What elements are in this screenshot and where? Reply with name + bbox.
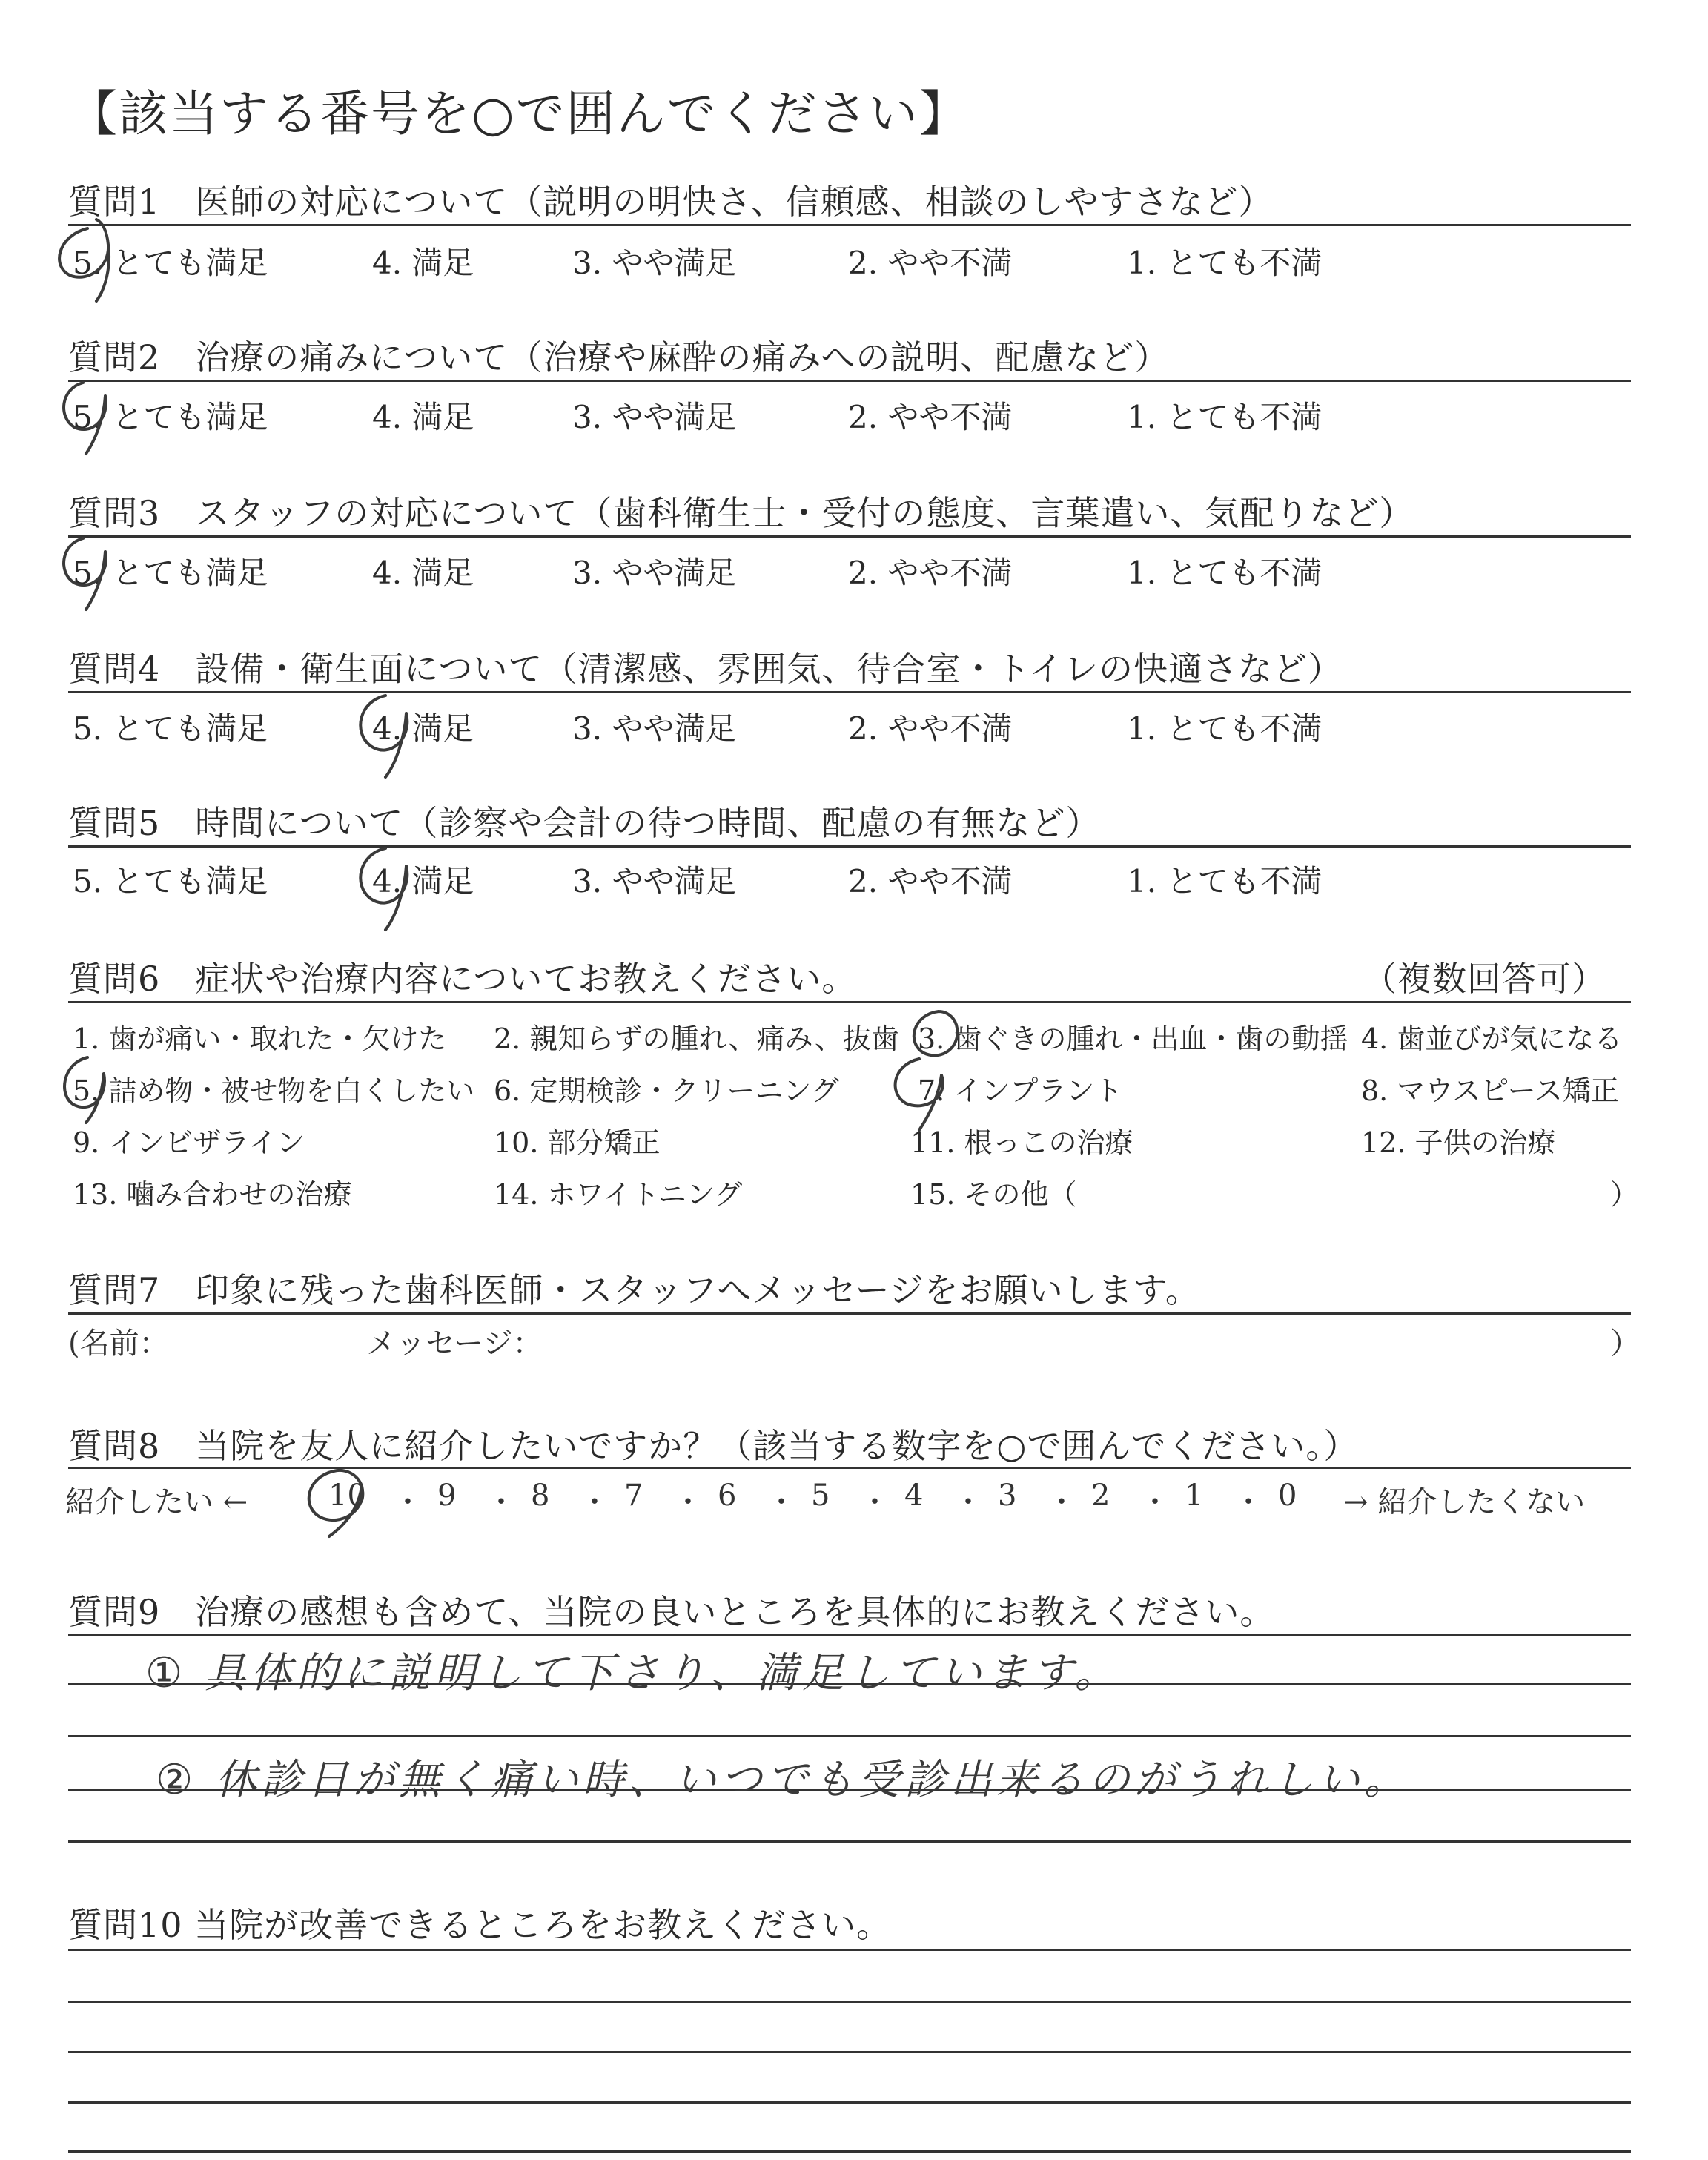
q5-option-4[interactable]: 4. 満足 — [372, 863, 474, 899]
q6-item-14[interactable]: 14. ホワイトニング — [494, 1178, 743, 1211]
instruction-heading: 【該当する番号を○で囲んでください】 — [68, 85, 970, 142]
q8-scale-2[interactable]: 2 — [1091, 1479, 1110, 1513]
q6-title: 質問6 症状や治療内容についてお教えください。 — [68, 959, 857, 999]
q5-option-5[interactable]: 5. とても満足 — [73, 863, 268, 899]
q7-close-paren: ） — [1610, 1327, 1640, 1361]
q6-item-2[interactable]: 2. 親知らずの腫れ、痛み、抜歯 — [494, 1023, 899, 1055]
q8-scale-dot: ・ — [1140, 1485, 1170, 1519]
q3-option-3[interactable]: 3. やや満足 — [572, 555, 737, 591]
q7-title: 質問7 印象に残った歯科医師・スタッフへメッセージをお願いします。 — [68, 1270, 1200, 1310]
q1-option-3[interactable]: 3. やや満足 — [572, 245, 737, 281]
q8-scale-dot: ・ — [1234, 1485, 1263, 1519]
q6-item-10[interactable]: 10. 部分矯正 — [494, 1126, 661, 1159]
q6-item-15-close-paren: ） — [1610, 1178, 1639, 1211]
q1-option-2[interactable]: 2. やや不満 — [848, 245, 1013, 281]
q8-scale-6[interactable]: 6 — [718, 1479, 737, 1513]
q10-answer-line — [68, 2101, 1631, 2104]
q5-option-2[interactable]: 2. やや不満 — [848, 863, 1013, 899]
q3-option-2[interactable]: 2. やや不満 — [848, 555, 1013, 591]
q5-option-1[interactable]: 1. とても不満 — [1127, 863, 1323, 899]
q8-scale-dot: ・ — [486, 1485, 516, 1519]
q6-item-11[interactable]: 11. 根っこの治療 — [910, 1126, 1133, 1159]
q8-title: 質問8 当院を友人に紹介したいですか？（該当する数字を○で囲んでください。） — [68, 1426, 1359, 1466]
q10-answer-line — [68, 2150, 1631, 2153]
q4-option-5[interactable]: 5. とても満足 — [73, 710, 268, 747]
q8-right-label: → 紹介したくない — [1343, 1485, 1586, 1519]
q8-left-label: 紹介したい ← — [65, 1485, 248, 1519]
q8-scale-dot: ・ — [1047, 1485, 1076, 1519]
q1-option-4[interactable]: 4. 満足 — [372, 245, 474, 281]
q3-option-1[interactable]: 1. とても不満 — [1127, 555, 1323, 591]
q8-scale-9[interactable]: 9 — [437, 1479, 457, 1513]
q7-name-label[interactable]: (名前： — [68, 1327, 169, 1361]
q10-rule — [68, 1949, 1631, 1951]
q8-scale-3[interactable]: 3 — [998, 1479, 1017, 1513]
q6-item-15[interactable]: 15. その他（ — [910, 1178, 1077, 1211]
q1-option-1[interactable]: 1. とても不満 — [1127, 245, 1323, 281]
q6-item-13[interactable]: 13. 噛み合わせの治療 — [73, 1178, 352, 1211]
q8-scale-10[interactable]: 10 — [328, 1479, 366, 1513]
q9-answer-line — [68, 1735, 1631, 1737]
q7-message-label[interactable]: メッセージ： — [366, 1327, 543, 1361]
q8-scale-7[interactable]: 7 — [624, 1479, 643, 1513]
q8-scale-dot: ・ — [860, 1485, 890, 1519]
q2-option-4[interactable]: 4. 満足 — [372, 399, 474, 435]
q2-option-2[interactable]: 2. やや不満 — [848, 399, 1013, 435]
q8-scale-dot: ・ — [767, 1485, 796, 1519]
q9-answer-1[interactable]: ① 具体的に説明して下さり、満足しています。 — [145, 1649, 1121, 1697]
q6-item-4[interactable]: 4. 歯並びが気になる — [1361, 1023, 1623, 1055]
q6-item-7[interactable]: 7. インプラント — [918, 1074, 1123, 1107]
q6-rule — [68, 1001, 1631, 1003]
q6-item-3[interactable]: 3. 歯ぐきの腫れ・出血・歯の動揺 — [918, 1023, 1348, 1055]
q2-rule — [68, 380, 1631, 382]
q3-title: 質問3 スタッフの対応について（歯科衛生士・受付の態度、言葉遣い、気配りなど） — [68, 493, 1414, 533]
q8-scale-8[interactable]: 8 — [531, 1479, 550, 1513]
q4-rule — [68, 691, 1631, 693]
q4-option-1[interactable]: 1. とても不満 — [1127, 710, 1323, 747]
q4-option-2[interactable]: 2. やや不満 — [848, 710, 1013, 747]
q4-title: 質問4 設備・衛生面について（清潔感、雰囲気、待合室・トイレの快適さなど） — [68, 649, 1343, 689]
q9-rule — [68, 1634, 1631, 1636]
q7-rule — [68, 1312, 1631, 1315]
q8-scale-0[interactable]: 0 — [1278, 1479, 1297, 1513]
q2-title: 質問2 治療の痛みについて（治療や麻酔の痛みへの説明、配慮など） — [68, 337, 1170, 377]
q9-answer-2[interactable]: ② 休診日が無く痛い時、いつでも受診出来るのがうれしい。 — [156, 1756, 1411, 1804]
q3-rule — [68, 535, 1631, 538]
q6-item-5[interactable]: 5. 詰め物・被せ物を白くしたい — [73, 1074, 475, 1107]
q3-option-4[interactable]: 4. 満足 — [372, 555, 474, 591]
q5-title: 質問5 時間について（診察や会計の待つ時間、配慮の有無など） — [68, 803, 1101, 843]
q6-note: （複数回答可） — [1363, 959, 1606, 999]
q8-scale-dot: ・ — [393, 1485, 423, 1519]
q5-rule — [68, 845, 1631, 848]
q2-option-1[interactable]: 1. とても不満 — [1127, 399, 1323, 435]
q8-scale-dot: ・ — [953, 1485, 983, 1519]
q4-option-3[interactable]: 3. やや満足 — [572, 710, 737, 747]
q1-rule — [68, 224, 1631, 226]
q6-item-1[interactable]: 1. 歯が痛い・取れた・欠けた — [73, 1023, 447, 1055]
q10-answer-line — [68, 2001, 1631, 2003]
q8-scale-dot: ・ — [580, 1485, 609, 1519]
q8-scale-dot: ・ — [673, 1485, 703, 1519]
q6-item-6[interactable]: 6. 定期検診・クリーニング — [494, 1074, 839, 1107]
q8-scale-1[interactable]: 1 — [1185, 1479, 1204, 1513]
q2-option-5[interactable]: 5. とても満足 — [73, 399, 268, 435]
q9-answer-line — [68, 1840, 1631, 1843]
q6-item-8[interactable]: 8. マウスピース矯正 — [1361, 1074, 1619, 1107]
q8-scale-5[interactable]: 5 — [811, 1479, 830, 1513]
q10-title: 質問10 当院が改善できるところをお教えください。 — [68, 1905, 892, 1945]
q8-rule — [68, 1467, 1631, 1469]
q2-option-3[interactable]: 3. やや満足 — [572, 399, 737, 435]
q6-item-9[interactable]: 9. インビザライン — [73, 1126, 305, 1159]
q6-item-12[interactable]: 12. 子供の治療 — [1361, 1126, 1556, 1159]
q5-option-3[interactable]: 3. やや満足 — [572, 863, 737, 899]
q8-scale-4[interactable]: 4 — [904, 1479, 924, 1513]
q1-option-5[interactable]: 5. とても満足 — [73, 245, 268, 281]
q3-option-5[interactable]: 5. とても満足 — [73, 555, 268, 591]
q4-option-4[interactable]: 4. 満足 — [372, 710, 474, 747]
q9-title: 質問9 治療の感想も含めて、当院の良いところを具体的にお教えください。 — [68, 1592, 1275, 1632]
q10-answer-line — [68, 2051, 1631, 2053]
q1-title: 質問1 医師の対応について（説明の明快さ、信頼感、相談のしやすさなど） — [68, 182, 1274, 222]
